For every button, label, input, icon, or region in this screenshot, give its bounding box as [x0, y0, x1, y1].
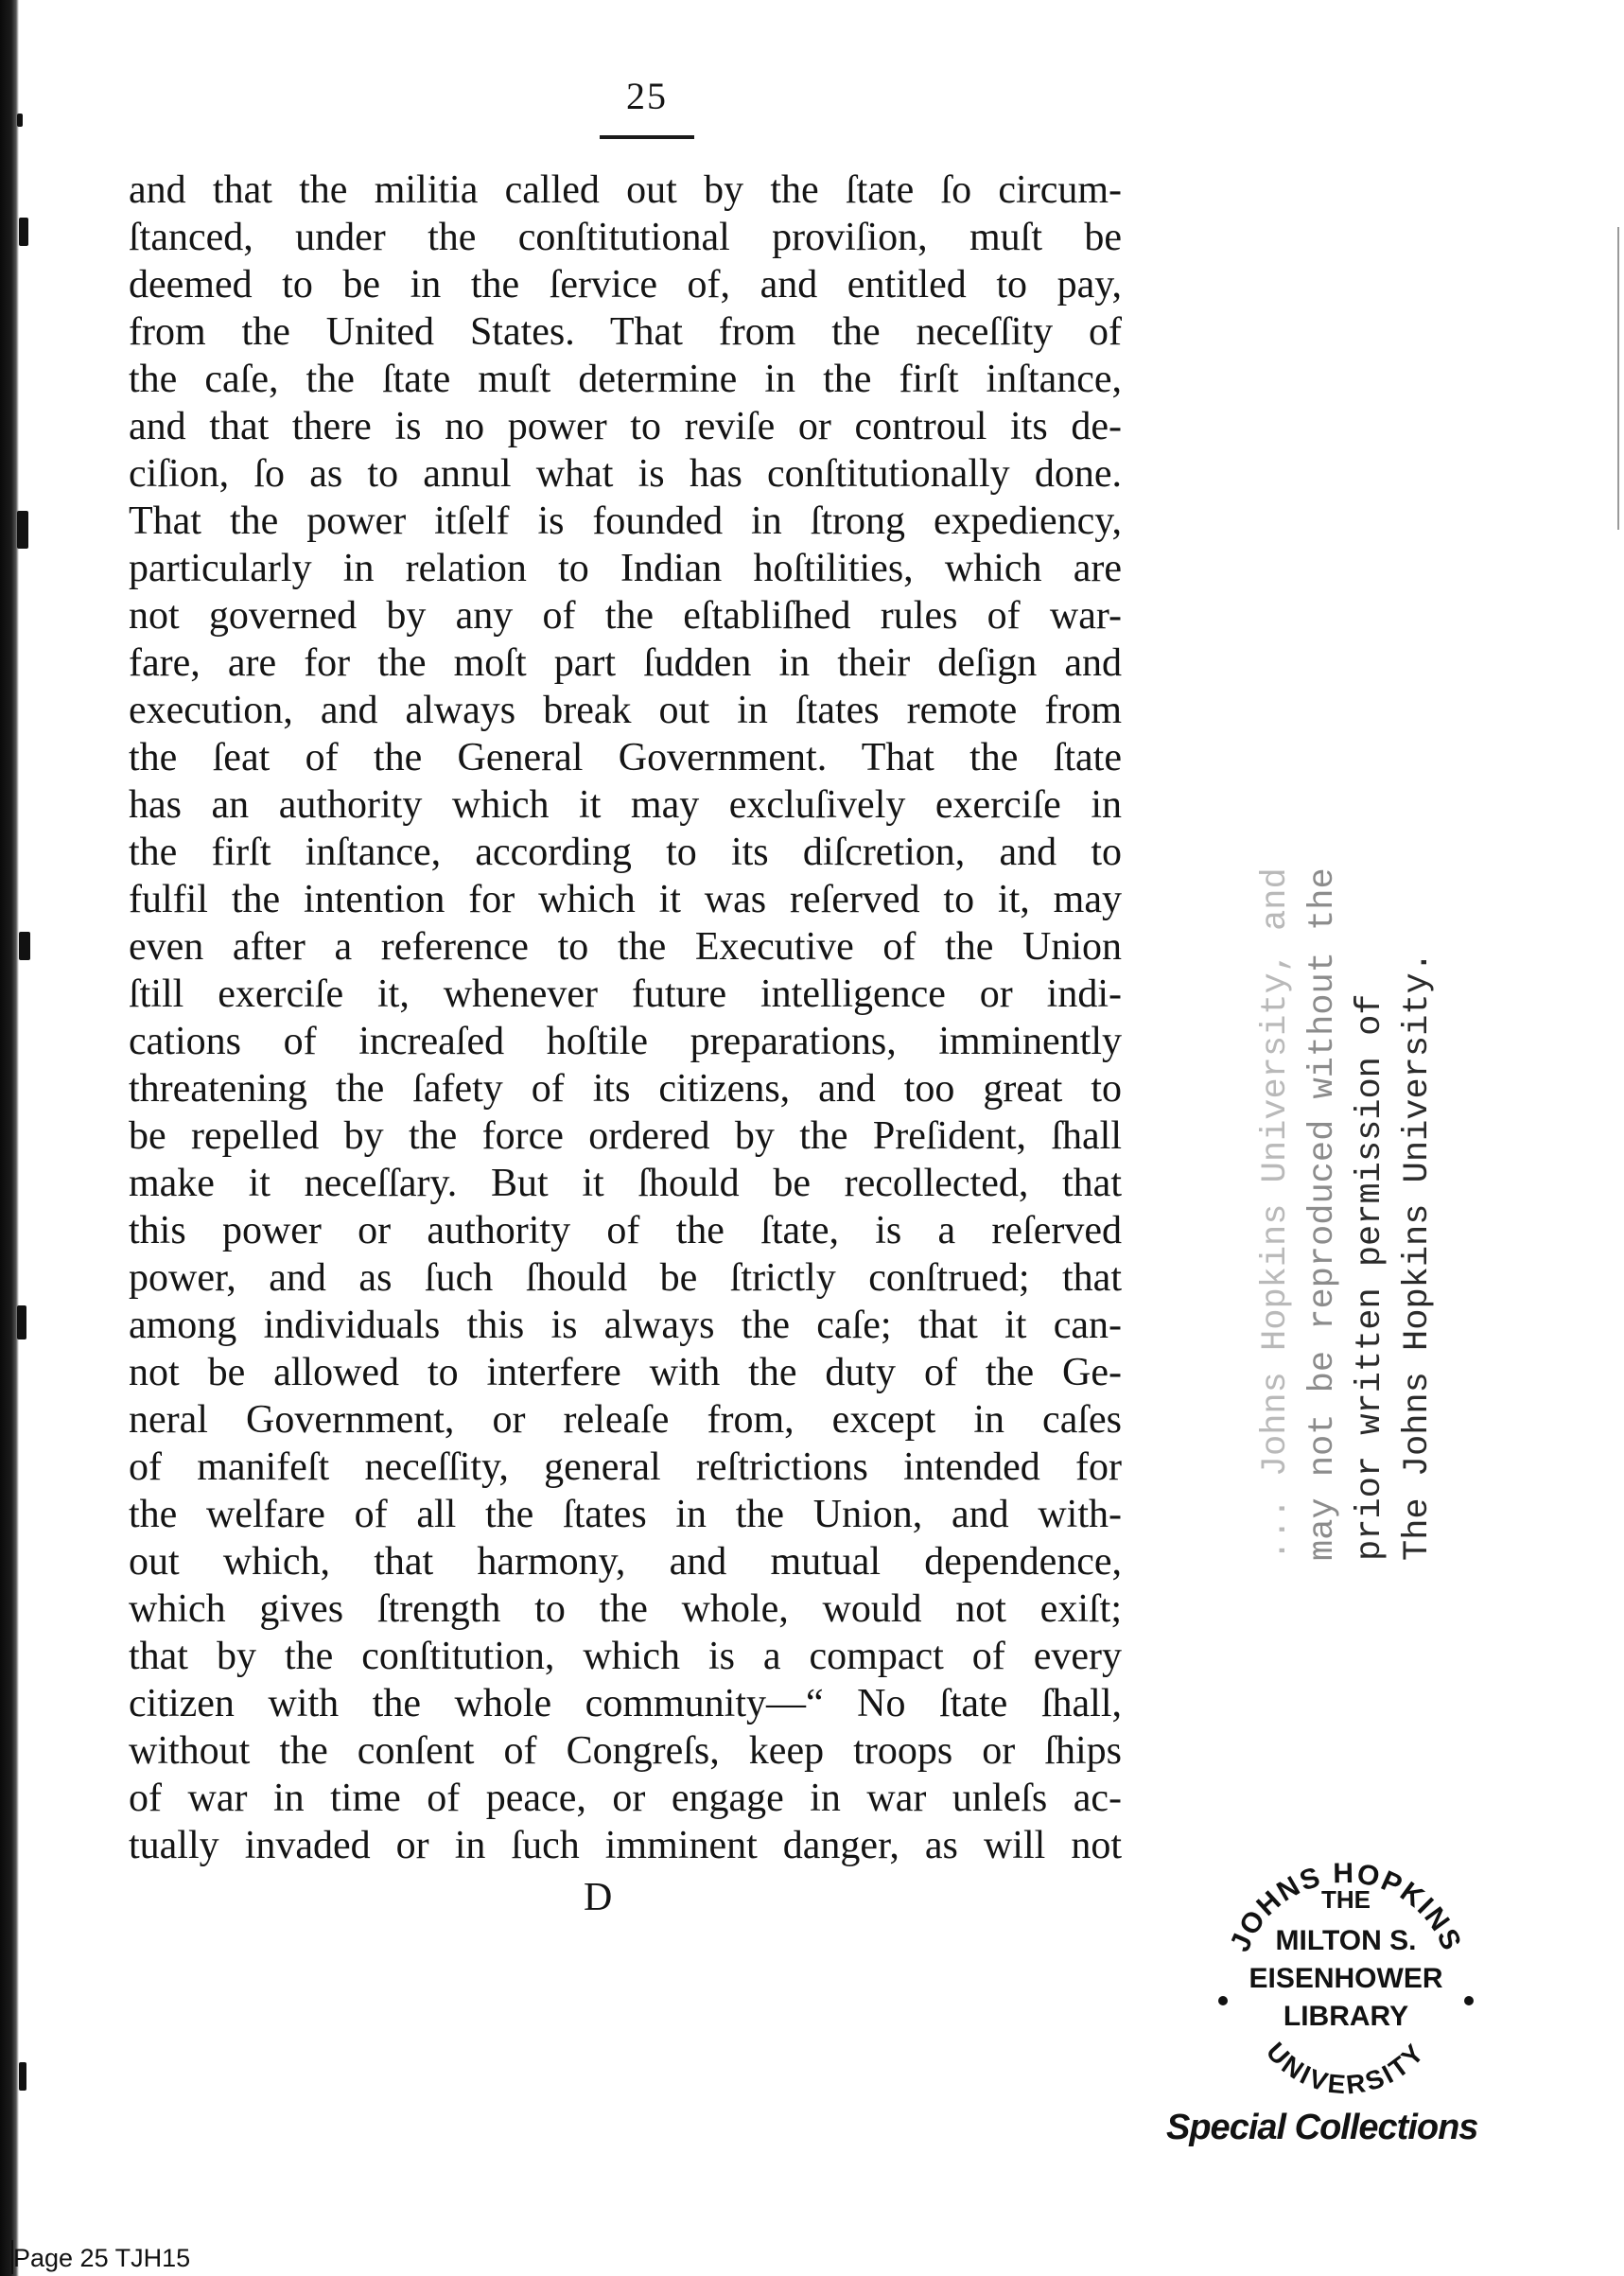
- stamp-arc-top: JOHNS HOPKINS: [1224, 1857, 1468, 1956]
- stamp-line-eisenhower: EISENHOWER: [1249, 1963, 1443, 1994]
- text-line: out which, that harmony, and mutual dependence,: [129, 1540, 1122, 1584]
- notice-line: may not be reproduced without the: [1303, 867, 1343, 1561]
- text-line: cations of increaſed hoſtile preparations, imminently: [129, 1020, 1122, 1063]
- text-line: this power or authority of the ſtate, is a reſerved: [129, 1209, 1122, 1252]
- text-line: citizen with the whole community—“ No ſtate ſhall,: [129, 1682, 1122, 1725]
- text-line: of war in time of peace, or engage in war unleſs ac-: [129, 1777, 1122, 1820]
- text-line: fare, are for the moſt part ſudden in their deſign and: [129, 641, 1122, 685]
- text-line: deemed to be in the ſervice of, and entitled to pay,: [129, 263, 1122, 306]
- page-number: 25: [626, 75, 668, 117]
- signature-mark: D: [584, 1876, 613, 1919]
- right-page-edge: [1617, 227, 1619, 530]
- text-line: fulfil the intention for which it was reſerved to it, may: [129, 878, 1122, 921]
- text-line: even after a reference to the Executive of the Union: [129, 925, 1122, 969]
- binding-speck: [19, 218, 28, 246]
- text-line: ciſion, ſo as to annul what is has conſtitutionally done.: [129, 452, 1122, 496]
- binding-speck: [19, 2062, 26, 2091]
- binding-edge: [0, 0, 19, 2276]
- text-line: the ſeat of the General Government. That the ſtate: [129, 736, 1122, 779]
- text-line: execution, and always break out in ſtates remote from: [129, 689, 1122, 732]
- stamp-line-library: LIBRARY: [1283, 2001, 1409, 2032]
- text-line: the firſt inſtance, according to its diſcretion, and to: [129, 831, 1122, 874]
- text-line: has an authority which it may excluſively exerciſe in: [129, 783, 1122, 827]
- stamp-line-the: THE: [1321, 1885, 1371, 1914]
- text-line: not governed by any of the eſtabliſhed rules of war-: [129, 594, 1122, 638]
- stamp-arc-bottom: UNIVERSITY: [1260, 2037, 1431, 2100]
- text-line: the caſe, the ſtate muſt determine in the firſt inſtance,: [129, 358, 1122, 401]
- binding-speck: [17, 511, 28, 549]
- text-line: neral Government, or releaſe from, except in caſes: [129, 1398, 1122, 1442]
- special-collections-label: Special Collections: [1166, 2108, 1478, 2147]
- notice-line: ... Johns Hopkins University, and: [1256, 867, 1296, 1561]
- notice-line: prior written permission of: [1351, 993, 1390, 1561]
- body-text: [129, 166, 1122, 1869]
- text-line: not be allowed to interfere with the duty of the Ge-: [129, 1351, 1122, 1394]
- binding-speck: [17, 1305, 26, 1339]
- stamp-line-milton: MILTON S.: [1275, 1925, 1417, 1956]
- text-line: from the United States. That from the neceſſity of: [129, 310, 1122, 354]
- svg-text:UNIVERSITY: [1261, 2037, 1431, 2099]
- text-line: among individuals this is always the caſe; that it can-: [129, 1304, 1122, 1347]
- text-line: of manifeſt neceſſity, general reſtrictions intended for: [129, 1445, 1122, 1489]
- text-line: which gives ſtrength to the whole, would not exiſt;: [129, 1587, 1122, 1631]
- text-line: ſtill exerciſe it, whenever future intelligence or indi-: [129, 972, 1122, 1016]
- notice-line: The Johns Hopkins University.: [1398, 952, 1438, 1561]
- binding-speck: [19, 932, 30, 960]
- text-line: power, and as ſuch ſhould be ſtrictly conſtrued; that: [129, 1256, 1122, 1300]
- text-line: be repelled by the force ordered by the Preſident, ſhall: [129, 1114, 1122, 1158]
- text-line: that by the conſtitution, which is a compact of every: [129, 1635, 1122, 1678]
- footer-page-label: Page 25 TJH15: [13, 2244, 191, 2272]
- text-line: That the power itſelf is founded in ſtrong expediency,: [129, 499, 1122, 543]
- text-line: the welfare of all the ſtates in the Union, and with-: [129, 1493, 1122, 1536]
- binding-speck: [17, 114, 23, 127]
- library-stamp: [1199, 1821, 1493, 2133]
- text-line: threatening the ſafety of its citizens, and too great to: [129, 1067, 1122, 1111]
- text-line: and that the militia called out by the ſtate ſo circum-: [129, 168, 1122, 212]
- text-line: and that there is no power to reviſe or controul its de-: [129, 405, 1122, 448]
- text-line: particularly in relation to Indian hoſtilities, which are: [129, 547, 1122, 590]
- text-line: make it neceſſary. But it ſhould be recollected, that: [129, 1162, 1122, 1205]
- text-line: tually invaded or in ſuch imminent danger, as will not: [129, 1824, 1122, 1867]
- permission-notice: [1252, 785, 1498, 1561]
- text-line: without the conſent of Congreſs, keep troops or ſhips: [129, 1729, 1122, 1773]
- page-number-rule: [600, 135, 694, 139]
- text-line: ſtanced, under the conſtitutional proviſion, muſt be: [129, 216, 1122, 259]
